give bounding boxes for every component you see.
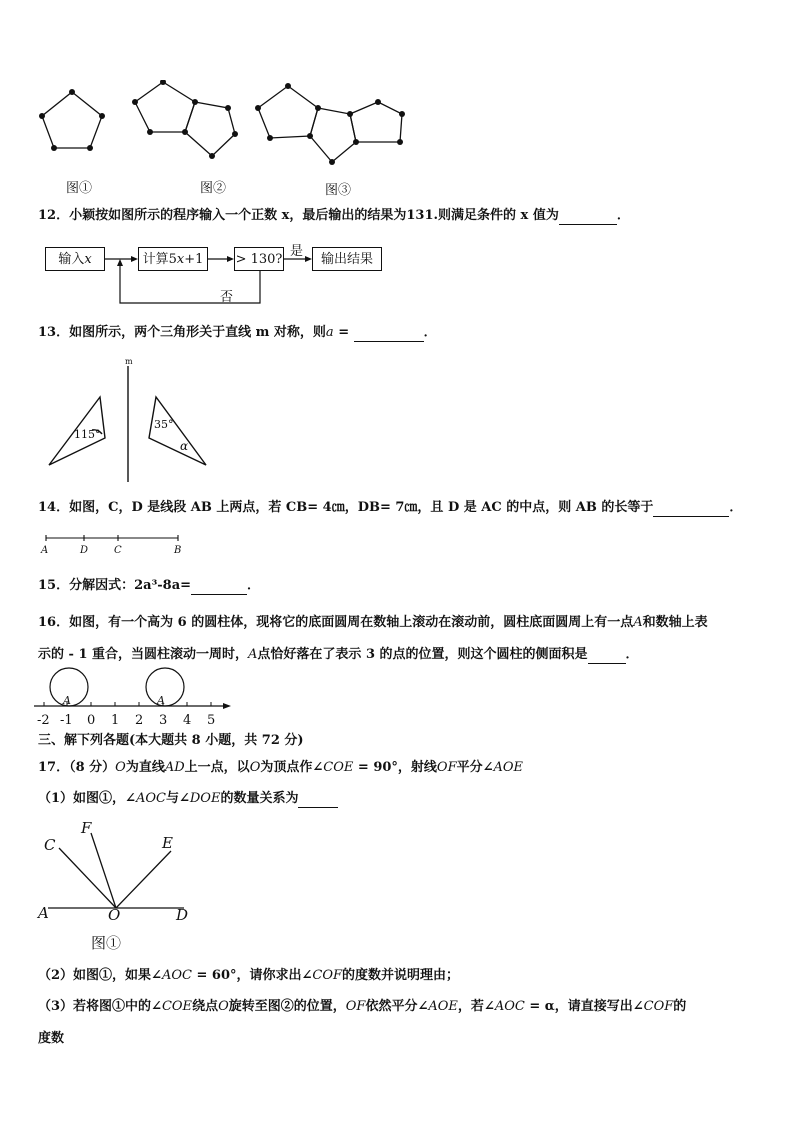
question-number: 13．	[38, 325, 70, 340]
answer-blank	[298, 793, 338, 808]
answer-blank	[653, 502, 729, 517]
text: （1）如图①，∠	[38, 791, 136, 806]
point-a-label: A	[41, 545, 49, 556]
tick-label: 1	[111, 713, 120, 728]
question-17-part-1	[38, 790, 338, 808]
question-tail: ．	[423, 325, 437, 340]
question-16-line-1	[38, 614, 708, 632]
text: （2）如图①，如果∠	[38, 968, 162, 983]
circle-a-label-2: A	[157, 694, 165, 707]
text: = 90°，射线	[353, 760, 437, 775]
tick-label: 4	[183, 713, 192, 728]
question-tail: ．	[616, 208, 630, 223]
var-of: OF	[345, 999, 366, 1014]
question-text-cont: 点恰好落在了表示 3 的点的位置，则这个圆柱的侧面积是	[257, 647, 588, 662]
label-e: E	[162, 834, 173, 852]
var-o: O	[218, 999, 229, 1014]
figure-caption-3: 图③	[325, 183, 352, 198]
text: 为直线	[125, 760, 165, 775]
alpha-label: α	[180, 439, 189, 453]
question-12	[38, 207, 630, 225]
flow-output-box: 输出结果	[312, 247, 382, 271]
flow-arrows	[100, 240, 320, 310]
flow-no-label: 否	[220, 290, 234, 305]
var-cof: COF	[312, 968, 343, 983]
question-14	[38, 499, 742, 517]
question-text: 如图，有一个高为 6 的圆柱体，现将它的底面圆周在数轴上滚动在滚动前，圆柱底面圆周上有一点	[69, 615, 634, 630]
section-title: 三、解下列各题(本大题共 8 小题，共 72 分)	[38, 733, 304, 748]
question-number: 15．	[38, 578, 70, 593]
pentagon-figure-3	[258, 86, 402, 162]
text: 的	[673, 999, 687, 1014]
flow-compute-box: 计算5x+1	[138, 247, 208, 271]
text: 为顶点作∠	[260, 760, 324, 775]
answer-blank	[588, 649, 626, 664]
question-text: 分解因式：2a³-8a=	[69, 578, 192, 593]
question-13	[38, 324, 437, 342]
tick-label: -1	[60, 713, 73, 728]
var-doe: DOE	[189, 791, 221, 806]
angle-35-label: 35°	[154, 418, 174, 431]
number-line-cylinder-figure	[34, 666, 234, 728]
flow-input-box: 输入x	[45, 247, 105, 271]
point-a: A	[633, 615, 643, 630]
question-tail: ．	[247, 578, 261, 593]
text: = α，请直接写出∠	[524, 999, 644, 1014]
question-16-line-2	[38, 646, 639, 664]
question-text: 如图所示，两个三角形关于直线 m 对称，则	[69, 325, 326, 340]
var-coe: COE	[161, 999, 193, 1014]
text: = 60°，请你求出∠	[191, 968, 313, 983]
question-17-part-2	[38, 967, 459, 985]
answer-blank	[354, 327, 424, 342]
figure-caption-1: 图①	[66, 181, 93, 196]
text: 依然平分∠	[365, 999, 429, 1014]
angle-115-label: 115°	[74, 428, 101, 441]
figure-caption: 图①	[91, 934, 122, 952]
tick-label: 2	[135, 713, 144, 728]
circle-a-label-1: A	[63, 694, 71, 707]
var-aoe: AOE	[493, 760, 524, 775]
flow-check-box: > 130?	[234, 247, 284, 271]
var-coe: COE	[323, 760, 354, 775]
var-cof: COF	[643, 999, 674, 1014]
question-text-cont: 和数轴上表	[642, 615, 708, 630]
question-score: （8 分）	[69, 760, 116, 775]
text: 与∠	[165, 791, 190, 806]
tick-label: 0	[87, 713, 96, 728]
var-aoc: AOC	[135, 791, 166, 806]
question-tail: ．	[625, 647, 639, 662]
var-o: O	[115, 760, 126, 775]
cylinder-base-after	[146, 668, 184, 706]
text: ，若∠	[457, 999, 495, 1014]
variable-a: a	[325, 325, 334, 340]
text: （3）若将图①中的∠	[38, 999, 162, 1014]
equals-sign: =	[333, 325, 354, 340]
question-text: 示的 - 1 重合，当圆柱滚动一周时，	[38, 647, 249, 662]
point-a: A	[248, 647, 258, 662]
figure-caption-2: 图②	[200, 181, 227, 196]
text: 的数量关系为	[220, 791, 299, 806]
question-number: 14．	[38, 500, 70, 515]
segment-ab-figure	[38, 528, 188, 558]
label-c: C	[44, 836, 56, 854]
answer-blank	[559, 210, 617, 225]
question-tail: ．	[729, 500, 743, 515]
label-f: F	[81, 819, 92, 837]
question-15	[38, 577, 260, 595]
label-d: D	[176, 906, 189, 924]
text: 旋转至图②的位置，	[228, 999, 346, 1014]
answer-blank	[191, 580, 247, 595]
pentagon-figure-1	[42, 92, 102, 148]
text: 平分∠	[456, 760, 494, 775]
pentagon-figures	[30, 80, 420, 170]
text: 上一点，以	[184, 760, 250, 775]
question-17-part-3-cont: 度数	[38, 1031, 65, 1046]
text: 绕点	[192, 999, 219, 1014]
point-d-label: D	[80, 545, 89, 556]
var-aoe: AOE	[428, 999, 458, 1014]
tick-label: 3	[159, 713, 168, 728]
point-c-label: C	[114, 545, 122, 556]
symmetric-triangles-figure	[44, 352, 214, 487]
tick-label: -2	[37, 713, 50, 728]
label-o: O	[108, 906, 121, 924]
pentagon-figure-2	[135, 82, 235, 156]
tick-label: 5	[207, 713, 216, 728]
flow-yes-label: 是	[290, 244, 304, 259]
var-aoc: AOC	[161, 968, 192, 983]
var-ad: AD	[164, 760, 185, 775]
angle-figure-1	[36, 818, 196, 953]
question-17	[38, 759, 523, 777]
question-number: 17．	[38, 760, 70, 775]
var-of: OF	[436, 760, 457, 775]
question-text: 小颖按如图所示的程序输入一个正数 x，最后输出的结果为131.则满足条件的 x 值为	[69, 208, 559, 223]
point-b-label: B	[174, 545, 182, 556]
question-text: 如图，C，D 是线段 AB 上两点，若 CB= 4㎝，DB= 7㎝，且 D 是 AC 的中点，则 AB 的长等于	[69, 500, 654, 515]
var-o: O	[249, 760, 261, 775]
question-number: 16．	[38, 615, 70, 630]
text: 的度数并说明理由；	[342, 968, 460, 983]
question-number: 12．	[38, 208, 70, 223]
question-17-part-3	[38, 998, 686, 1016]
var-aoc: AOC	[494, 999, 525, 1014]
label-a: A	[38, 904, 49, 922]
line-m-label: m	[125, 357, 133, 366]
